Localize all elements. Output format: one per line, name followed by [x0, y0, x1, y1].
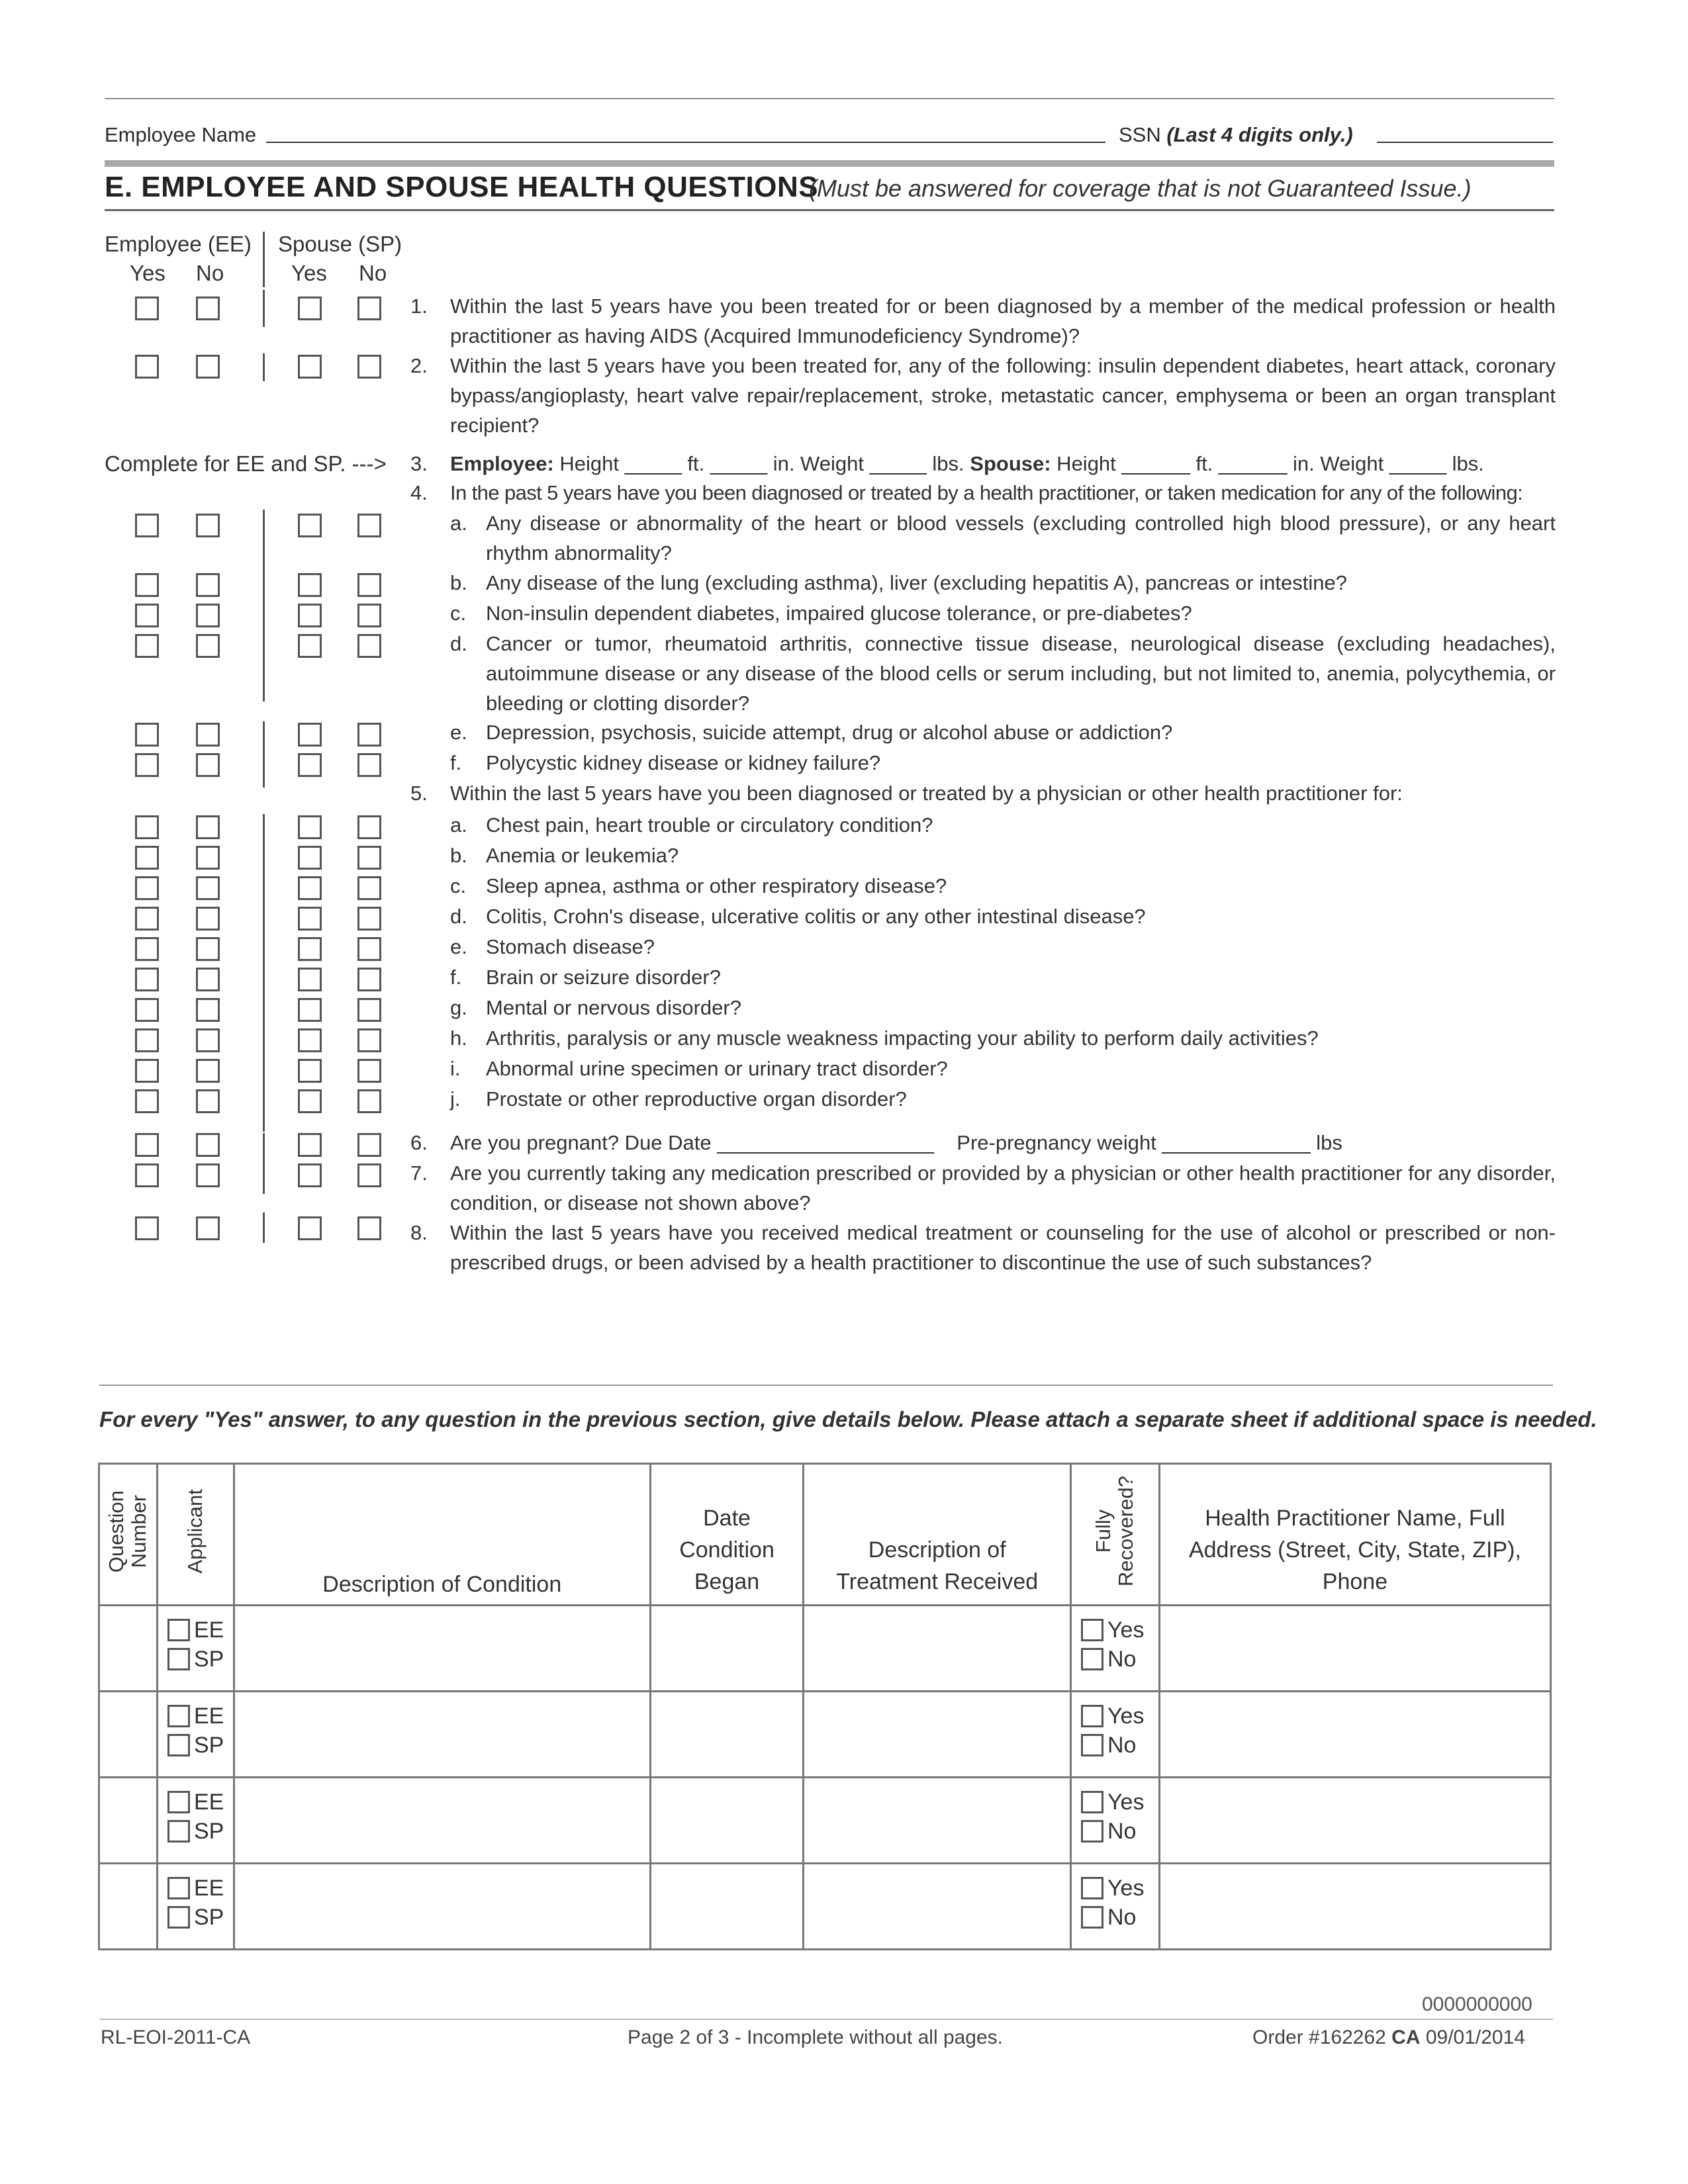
- ee-yes-checkbox[interactable]: [135, 846, 159, 870]
- sp-yes-checkbox[interactable]: [298, 514, 322, 537]
- sp-no-checkbox[interactable]: [357, 998, 381, 1022]
- sp-checkbox[interactable]: [167, 1734, 190, 1756]
- ee-no-checkbox[interactable]: [196, 1133, 220, 1157]
- column-separator: [263, 232, 265, 287]
- answer-row-q4c: [0, 604, 424, 630]
- sp-yes-checkbox[interactable]: [298, 573, 322, 597]
- spouse-column-header: Spouse (SP): [278, 232, 402, 256]
- question-text: Abnormal urine specimen or urinary tract disorder?: [486, 1057, 948, 1080]
- recovered-no-checkbox[interactable]: [1081, 1820, 1103, 1843]
- applicant-cell: EE SP: [157, 1864, 234, 1950]
- question-5: [410, 778, 1556, 808]
- ee-yes-checkbox[interactable]: [135, 876, 159, 900]
- question-4d: d. Cancer or tumor, rheumatoid arthritis, connective tissue disease, neurological disease (excluding headaches), autoimmune disease or any disease of the blood cells or serum including, but not limited to, anemia, polycythemia, or bleeding or clotting disorder?: [410, 629, 1556, 718]
- treatment-cell[interactable]: [804, 1606, 1071, 1692]
- applicant-header: Applicant: [157, 1464, 234, 1606]
- ee-yes-header: Yes: [130, 261, 165, 285]
- description-cell[interactable]: [234, 1692, 650, 1778]
- table-header-row: [99, 1464, 1551, 1606]
- sp-no-checkbox[interactable]: [357, 634, 381, 658]
- employee-info-row: [105, 123, 1553, 152]
- recovered-no-checkbox[interactable]: [1081, 1734, 1103, 1756]
- form-code: RL-EOI-2011-CA: [101, 2026, 251, 2048]
- question-number: 1.: [410, 295, 428, 318]
- ee-yes-checkbox[interactable]: [135, 907, 159, 931]
- sp-yes-checkbox[interactable]: [298, 1059, 322, 1083]
- practitioner-cell[interactable]: [1159, 1692, 1550, 1778]
- employee-name-label: Employee Name: [105, 123, 257, 146]
- ee-no-checkbox[interactable]: [196, 1059, 220, 1083]
- sp-no-checkbox[interactable]: [357, 604, 381, 627]
- question-text: Polycystic kidney disease or kidney failure?: [486, 751, 881, 774]
- sp-no-checkbox[interactable]: [357, 1216, 381, 1240]
- sp-no-checkbox[interactable]: [357, 968, 381, 991]
- ee-no-checkbox[interactable]: [196, 998, 220, 1022]
- ee-checkbox[interactable]: [167, 1877, 190, 1899]
- question-text: Non-insulin dependent diabetes, impaired glucose tolerance, or pre-diabetes?: [486, 602, 1192, 625]
- question-text: Mental or nervous disorder?: [486, 996, 741, 1019]
- sp-no-checkbox[interactable]: [357, 355, 381, 379]
- recovered-no-checkbox[interactable]: [1081, 1906, 1103, 1929]
- question-number: 5.: [410, 782, 428, 805]
- question-text: Prostate or other reproductive organ disorder?: [486, 1087, 907, 1111]
- section-title: E. EMPLOYEE AND SPOUSE HEALTH QUESTIONS: [105, 171, 819, 203]
- sp-no-header: No: [359, 261, 387, 285]
- question-4: [410, 478, 1556, 508]
- recovered-yes-checkbox[interactable]: [1081, 1791, 1103, 1813]
- question-5f: f. Brain or seizure disorder?: [410, 962, 1556, 992]
- answer-row-q5d: [0, 907, 424, 933]
- ee-yes-checkbox[interactable]: [135, 1216, 159, 1240]
- answer-row-q5h: [0, 1028, 424, 1055]
- table-row: [99, 1778, 1551, 1864]
- sp-yes-checkbox[interactable]: [298, 1028, 322, 1052]
- recovered-no-checkbox[interactable]: [1081, 1648, 1103, 1670]
- question-number: 7.: [410, 1161, 428, 1185]
- ee-yes-checkbox[interactable]: [135, 1133, 159, 1157]
- sp-yes-checkbox[interactable]: [298, 296, 322, 320]
- answer-row-q5c: [0, 876, 424, 903]
- ee-no-checkbox[interactable]: [196, 1163, 220, 1187]
- question-text: Brain or seizure disorder?: [486, 966, 721, 989]
- description-header: Description of Condition: [234, 1464, 650, 1606]
- ee-yes-checkbox[interactable]: [135, 968, 159, 991]
- practitioner-header: Health Practitioner Name, Full Address (Street, City, State, ZIP), Phone: [1159, 1464, 1550, 1606]
- question-4c: c. Non-insulin dependent diabetes, impaired glucose tolerance, or pre-diabetes?: [410, 598, 1556, 628]
- ssn-label: SSN (Last 4 digits only.): [1119, 123, 1353, 146]
- question-5g: g. Mental or nervous disorder?: [410, 993, 1556, 1023]
- details-instruction: For every "Yes" answer, to any question in the previous section, give details below. Please attach a separate sheet if additional space is needed.: [99, 1407, 1597, 1432]
- question-text: Any disease of the lung (excluding asthma), liver (excluding hepatitis A), pancreas or intestine?: [486, 571, 1347, 594]
- details-divider: [99, 1385, 1553, 1386]
- question-text: Depression, psychosis, suicide attempt, drug or alcohol abuse or addiction?: [486, 721, 1173, 744]
- ee-no-checkbox[interactable]: [196, 573, 220, 597]
- question-4e: e. Depression, psychosis, suicide attempt, drug or alcohol abuse or addiction?: [410, 717, 1556, 747]
- ee-yes-checkbox[interactable]: [135, 573, 159, 597]
- sp-no-checkbox[interactable]: [357, 846, 381, 870]
- question-6: [410, 1128, 1556, 1158]
- sp-yes-checkbox[interactable]: [298, 1089, 322, 1113]
- sp-yes-checkbox[interactable]: [298, 815, 322, 839]
- height-weight-line: Employee: Height _____ ft. _____ in. Weight _____ lbs. Spouse: Height ______ ft. ______ in. Weight _____ lbs.: [450, 452, 1484, 475]
- sp-checkbox[interactable]: [167, 1648, 190, 1670]
- question-number-header: Question Number: [99, 1464, 158, 1606]
- employee-column-header: Employee (EE): [105, 232, 252, 256]
- treatment-cell[interactable]: [804, 1692, 1071, 1778]
- section-divider: [105, 160, 1554, 167]
- applicant-cell: EE SP: [157, 1778, 234, 1864]
- sp-yes-checkbox[interactable]: [298, 753, 322, 777]
- ee-no-checkbox[interactable]: [196, 846, 220, 870]
- question-2: [410, 351, 1556, 440]
- sp-yes-checkbox[interactable]: [298, 355, 322, 379]
- sp-no-checkbox[interactable]: [357, 1059, 381, 1083]
- ee-no-checkbox[interactable]: [196, 937, 220, 961]
- answer-row-q4d: [0, 634, 424, 660]
- answer-row-q4b: [0, 573, 424, 600]
- question-5b: b. Anemia or leukemia?: [410, 841, 1556, 870]
- sp-no-checkbox[interactable]: [357, 723, 381, 747]
- ee-no-checkbox[interactable]: [196, 1028, 220, 1052]
- sp-no-checkbox[interactable]: [357, 937, 381, 961]
- table-row: [99, 1606, 1551, 1692]
- ee-yes-checkbox[interactable]: [135, 514, 159, 537]
- question-8: [410, 1218, 1556, 1277]
- ee-yes-checkbox[interactable]: [135, 998, 159, 1022]
- recovered-cell: Yes No: [1070, 1606, 1159, 1692]
- sp-yes-checkbox[interactable]: [298, 604, 322, 627]
- sp-checkbox[interactable]: [167, 1906, 190, 1929]
- ee-no-checkbox[interactable]: [196, 723, 220, 747]
- sp-no-checkbox[interactable]: [357, 907, 381, 931]
- question-number-cell[interactable]: [99, 1778, 158, 1864]
- recovered-cell: Yes No: [1070, 1864, 1159, 1950]
- sp-yes-header: Yes: [291, 261, 327, 285]
- treatment-cell[interactable]: [804, 1778, 1071, 1864]
- footer-rule: [99, 2019, 1553, 2020]
- question-text: Within the last 5 years have you been treated for, any of the following: insulin dependent diabetes, heart attack, coronary bypass/angioplasty, heart valve repair/replacement, stroke, metastatic cancer, emphysema or been an organ transplant recipient?: [450, 354, 1556, 437]
- sp-yes-checkbox[interactable]: [298, 634, 322, 658]
- sp-yes-checkbox[interactable]: [298, 1133, 322, 1157]
- applicant-cell: EE SP: [157, 1692, 234, 1778]
- ee-yes-checkbox[interactable]: [135, 604, 159, 627]
- applicant-cell: EE SP: [157, 1606, 234, 1692]
- question-7: [410, 1158, 1556, 1218]
- question-text: Colitis, Crohn's disease, ulcerative colitis or any other intestinal disease?: [486, 905, 1146, 928]
- recovered-yes-checkbox[interactable]: [1081, 1877, 1103, 1899]
- question-text: Chest pain, heart trouble or circulatory condition?: [486, 813, 933, 837]
- recovered-cell: Yes No: [1070, 1692, 1159, 1778]
- question-number: 8.: [410, 1221, 428, 1244]
- employee-name-field[interactable]: [266, 123, 1105, 143]
- sp-yes-checkbox[interactable]: [298, 876, 322, 900]
- ee-checkbox[interactable]: [167, 1705, 190, 1727]
- recovered-yes-checkbox[interactable]: [1081, 1619, 1103, 1641]
- ee-yes-checkbox[interactable]: [135, 723, 159, 747]
- question-text: Are you pregnant? Due Date ___________________ Pre-pregnancy weight _____________ lbs: [450, 1131, 1342, 1154]
- ee-yes-checkbox[interactable]: [135, 1163, 159, 1187]
- answer-row-q7: [0, 1163, 424, 1190]
- answer-row-q6: [0, 1133, 424, 1160]
- document-id: 0000000000: [1422, 1993, 1532, 2015]
- question-5h: h. Arthritis, paralysis or any muscle weakness impacting your ability to perform daily activities?: [410, 1023, 1556, 1053]
- treatment-cell[interactable]: [804, 1864, 1071, 1950]
- sp-no-checkbox[interactable]: [357, 815, 381, 839]
- ssn-field[interactable]: [1377, 123, 1553, 143]
- sp-yes-checkbox[interactable]: [298, 998, 322, 1022]
- recovered-header: Fully Recovered?: [1070, 1464, 1159, 1606]
- ee-no-checkbox[interactable]: [196, 634, 220, 658]
- sp-no-checkbox[interactable]: [357, 1163, 381, 1187]
- question-number: 3.: [410, 452, 428, 475]
- sp-yes-checkbox[interactable]: [298, 723, 322, 747]
- question-number-cell[interactable]: [99, 1606, 158, 1692]
- question-5j: j. Prostate or other reproductive organ disorder?: [410, 1084, 1556, 1114]
- question-5a: a. Chest pain, heart trouble or circulatory condition?: [410, 810, 1556, 840]
- answer-row-q5a: [0, 815, 424, 842]
- sp-yes-checkbox[interactable]: [298, 907, 322, 931]
- practitioner-cell[interactable]: [1159, 1778, 1550, 1864]
- question-text: Any disease or abnormality of the heart or blood vessels (excluding controlled high blood pressure), or any heart rhythm abnormality?: [486, 512, 1556, 565]
- ee-yes-checkbox[interactable]: [135, 1089, 159, 1113]
- question-number-cell[interactable]: [99, 1864, 158, 1950]
- date-began-header: Date Condition Began: [650, 1464, 804, 1606]
- question-text: Are you currently taking any medication prescribed or provided by a physician or other health practitioner for any disorder, condition, or disease not shown above?: [450, 1161, 1556, 1214]
- question-5i: i. Abnormal urine specimen or urinary tract disorder?: [410, 1054, 1556, 1083]
- description-cell[interactable]: [234, 1864, 650, 1950]
- details-table: [98, 1463, 1552, 1950]
- question-5d: d. Colitis, Crohn's disease, ulcerative colitis or any other intestinal disease?: [410, 901, 1556, 931]
- date-began-cell[interactable]: [650, 1778, 804, 1864]
- sp-yes-checkbox[interactable]: [298, 968, 322, 991]
- question-4b: b. Any disease of the lung (excluding asthma), liver (excluding hepatitis A), pancreas or intestine?: [410, 568, 1556, 598]
- question-number: 6.: [410, 1131, 428, 1154]
- ee-no-checkbox[interactable]: [196, 907, 220, 931]
- sp-no-checkbox[interactable]: [357, 296, 381, 320]
- question-3: [410, 449, 1556, 478]
- top-rule: [105, 98, 1554, 99]
- ee-no-checkbox[interactable]: [196, 968, 220, 991]
- page-indicator: Page 2 of 3 - Incomplete without all pages.: [628, 2026, 1004, 2048]
- question-text: Within the last 5 years have you received medical treatment or counseling for the use of alcohol or prescribed or non-prescribed drugs, or been advised by a health practitioner to discontinue the use of such substances?: [450, 1221, 1556, 1274]
- date-began-cell[interactable]: [650, 1864, 804, 1950]
- question-5c: c. Sleep apnea, asthma or other respiratory disease?: [410, 871, 1556, 901]
- ee-no-header: No: [196, 261, 224, 285]
- recovered-cell: Yes No: [1070, 1778, 1159, 1864]
- answer-row-q2: [0, 355, 424, 381]
- question-text: Arthritis, paralysis or any muscle weakness impacting your ability to perform daily activities?: [486, 1026, 1319, 1050]
- question-text: Stomach disease?: [486, 935, 655, 958]
- ee-no-checkbox[interactable]: [196, 815, 220, 839]
- table-row: [99, 1692, 1551, 1778]
- section-underline: [105, 209, 1554, 211]
- sp-no-checkbox[interactable]: [357, 1028, 381, 1052]
- answer-row-q8: [0, 1216, 424, 1243]
- answer-row-q5e: [0, 937, 424, 964]
- table-row: [99, 1864, 1551, 1950]
- ee-no-checkbox[interactable]: [196, 296, 220, 320]
- answer-row-q1: [0, 296, 424, 323]
- recovered-yes-checkbox[interactable]: [1081, 1705, 1103, 1727]
- description-cell[interactable]: [234, 1606, 650, 1692]
- sp-no-checkbox[interactable]: [357, 1133, 381, 1157]
- question-5e: e. Stomach disease?: [410, 932, 1556, 962]
- answer-row-q4a: [0, 514, 424, 540]
- sp-no-checkbox[interactable]: [357, 514, 381, 537]
- sp-yes-checkbox[interactable]: [298, 1163, 322, 1187]
- question-number: 4.: [410, 481, 428, 504]
- practitioner-cell[interactable]: [1159, 1606, 1550, 1692]
- answer-row-q5g: [0, 998, 424, 1024]
- ee-no-checkbox[interactable]: [196, 1089, 220, 1113]
- question-text: Within the last 5 years have you been treated for or been diagnosed by a member of the medical profession or health practitioner as having AIDS (Acquired Immunodeficiency Syndrome)?: [450, 295, 1556, 347]
- practitioner-cell[interactable]: [1159, 1864, 1550, 1950]
- treatment-header: Description of Treatment Received: [804, 1464, 1071, 1606]
- sp-no-checkbox[interactable]: [357, 1089, 381, 1113]
- ee-yes-checkbox[interactable]: [135, 296, 159, 320]
- sp-no-checkbox[interactable]: [357, 876, 381, 900]
- sp-no-checkbox[interactable]: [357, 753, 381, 777]
- sp-yes-checkbox[interactable]: [298, 846, 322, 870]
- ee-no-checkbox[interactable]: [196, 753, 220, 777]
- answer-row-q5f: [0, 968, 424, 994]
- ee-no-checkbox[interactable]: [196, 604, 220, 627]
- complete-for-label: Complete for EE and SP. --->: [105, 451, 387, 476]
- ee-checkbox[interactable]: [167, 1791, 190, 1813]
- description-cell[interactable]: [234, 1778, 650, 1864]
- answer-row-q4e: [0, 723, 424, 749]
- ee-no-checkbox[interactable]: [196, 355, 220, 379]
- sp-yes-checkbox[interactable]: [298, 1216, 322, 1240]
- question-text: Anemia or leukemia?: [486, 844, 679, 867]
- ee-yes-checkbox[interactable]: [135, 1059, 159, 1083]
- question-text: Cancer or tumor, rheumatoid arthritis, connective tissue disease, neurological disease (excluding headaches), autoimmune disease or any disease of the blood cells or serum including, but not limited to, anemia, polycythemia, or bleeding or clotting disorder?: [486, 632, 1556, 715]
- ee-no-checkbox[interactable]: [196, 876, 220, 900]
- question-text: Within the last 5 years have you been diagnosed or treated by a physician or other health practitioner for:: [450, 782, 1403, 805]
- question-4a: a. Any disease or abnormality of the heart or blood vessels (excluding controlled high blood pressure), or any heart rhythm abnormality?: [410, 508, 1556, 568]
- ee-no-checkbox[interactable]: [196, 1216, 220, 1240]
- question-4f: f. Polycystic kidney disease or kidney failure?: [410, 748, 1556, 778]
- question-text: In the past 5 years have you been diagnosed or treated by a health practitioner, or taken medication for any of the following:: [450, 481, 1523, 504]
- question-number: 2.: [410, 354, 428, 377]
- ee-yes-checkbox[interactable]: [135, 355, 159, 379]
- answer-row-q5b: [0, 846, 424, 872]
- answer-row-q4f: [0, 753, 424, 780]
- question-number-cell[interactable]: [99, 1692, 158, 1778]
- ee-yes-checkbox[interactable]: [135, 815, 159, 839]
- ee-yes-checkbox[interactable]: [135, 1028, 159, 1052]
- sp-checkbox[interactable]: [167, 1820, 190, 1843]
- sp-no-checkbox[interactable]: [357, 573, 381, 597]
- sp-yes-checkbox[interactable]: [298, 937, 322, 961]
- date-began-cell[interactable]: [650, 1606, 804, 1692]
- section-note: (Must be answered for coverage that is not Guaranteed Issue.): [809, 175, 1472, 202]
- ee-yes-checkbox[interactable]: [135, 634, 159, 658]
- order-info: Order #162262 CA 09/01/2014: [1252, 2026, 1525, 2048]
- ee-no-checkbox[interactable]: [196, 514, 220, 537]
- ee-yes-checkbox[interactable]: [135, 753, 159, 777]
- date-began-cell[interactable]: [650, 1692, 804, 1778]
- answer-row-q5j: [0, 1089, 424, 1116]
- answer-row-q5i: [0, 1059, 424, 1085]
- question-text: Sleep apnea, asthma or other respiratory disease?: [486, 874, 947, 897]
- ee-yes-checkbox[interactable]: [135, 937, 159, 961]
- ee-checkbox[interactable]: [167, 1619, 190, 1641]
- question-1: [410, 291, 1556, 351]
